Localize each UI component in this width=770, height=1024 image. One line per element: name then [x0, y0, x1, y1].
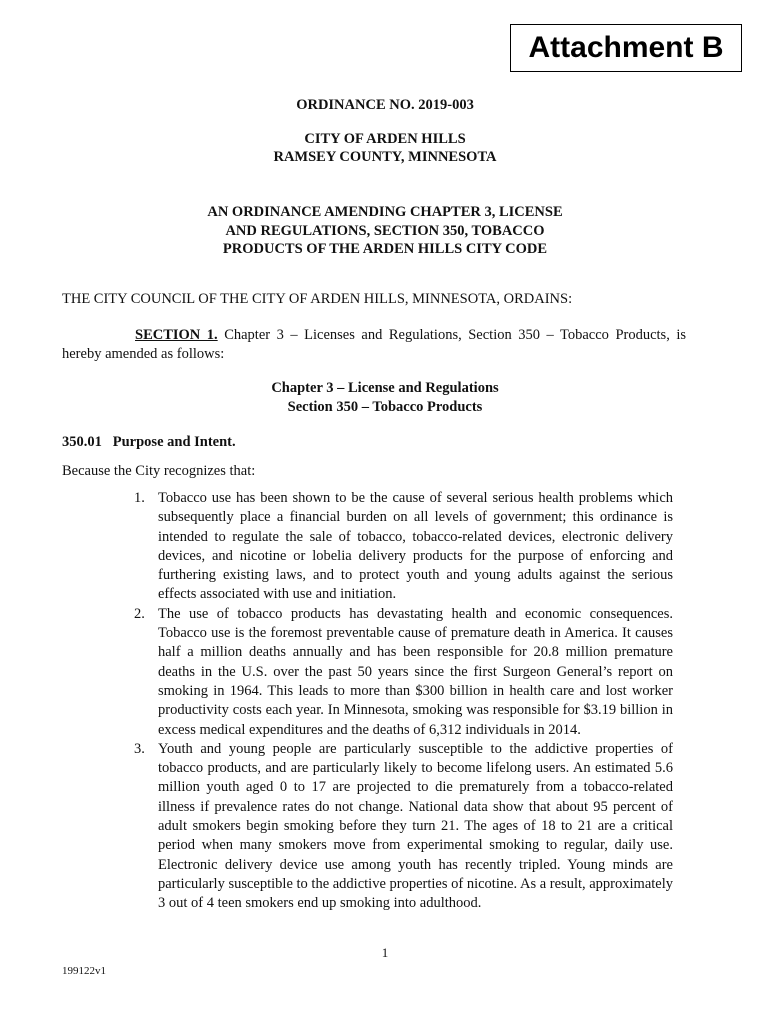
title-line: AN ORDINANCE AMENDING CHAPTER 3, LICENSE: [207, 204, 563, 220]
city-name: CITY OF ARDEN HILLS: [304, 131, 466, 147]
list-item: [120, 740, 673, 914]
section-1-text: Chapter 3 – Licenses and Regulations, Section 350 – Tobacco Products, is hereby amended as follows:: [62, 327, 686, 362]
county-name: RAMSEY COUNTY, MINNESOTA: [273, 149, 497, 165]
ordinance-number: ORDINANCE NO. 2019-003: [296, 97, 474, 113]
findings-list: [120, 489, 673, 914]
chapter-heading-line-1: Chapter 3 – License and Regulations: [271, 380, 499, 396]
list-item: [120, 489, 673, 605]
list-item-number: 2.: [134, 605, 145, 622]
document-id: 199122v1: [62, 965, 106, 977]
purpose-heading: 350.01 Purpose and Intent.: [62, 434, 236, 450]
list-item: [120, 605, 673, 740]
section-1-paragraph: [62, 326, 686, 364]
list-item-text: Tobacco use has been shown to be the cause of several serious health problems which subsequently place a financial burden on all levels of government; this ordinance is intended to regulate the sale of tobacco, tobacco-related devices, electronic delivery devices, and nicotine or lobelia delivery products for the purpose of enforcing and furthering existing laws, and to protect youth and young adults against the serious effects associated with use and initiation.: [158, 490, 673, 603]
title-line: AND REGULATIONS, SECTION 350, TOBACCO: [225, 222, 545, 239]
list-item-text: Youth and young people are particularly susceptible to the addictive properties of tobacco products, and are particularly likely to become lifelong users. An estimated 5.6 million youth aged 0 to 17 are projected to die prematurely from a tobacco-related illness if prevalence rates do not change. National data show that about 95 percent of adult smokers begin smoking before they turn 21. The ages of 18 to 21 are a critical period when many smokers move from experimental smoking to regular, daily use. Electronic delivery device use among youth has recently tripled. Young minds are particularly susceptible to the addictive properties of nicotine. As a result, approximately 3 out of 4 teen smokers end up smoking into adulthood.: [158, 740, 673, 912]
list-item-number: 3.: [134, 740, 145, 757]
attachment-label: Attachment B: [510, 24, 742, 72]
ordinance-title: [0, 203, 770, 259]
list-item-number: 1.: [134, 490, 145, 506]
title-line: PRODUCTS OF THE ARDEN HILLS CITY CODE: [222, 241, 548, 257]
council-statement: THE CITY COUNCIL OF THE CITY OF ARDEN HILLS, MINNESOTA, ORDAINS:: [62, 291, 573, 307]
city-county-block: [0, 130, 770, 166]
chapter-heading-line-2: Section 350 – Tobacco Products: [287, 399, 483, 415]
intro-text: Because the City recognizes that:: [62, 463, 256, 479]
chapter-heading: [0, 379, 770, 417]
page-number: 1: [381, 945, 389, 960]
section-1-label: SECTION 1.: [135, 327, 218, 343]
list-item-text: The use of tobacco products has devastating health and economic consequences. Tobacco use is the foremost preventable cause of premature death in America. It causes half a million deaths annually and has been responsible for 20.8 million premature deaths in the U.S. over the past 50 years since the first Surgeon General’s report on smoking in 1964. This leads to more than $300 billion in health care and lost worker productivity costs each year. In Minnesota, smoking was responsible for $3.19 billion in excess medical expenditures and the deaths of 6,312 individuals in 2014.: [158, 605, 673, 738]
